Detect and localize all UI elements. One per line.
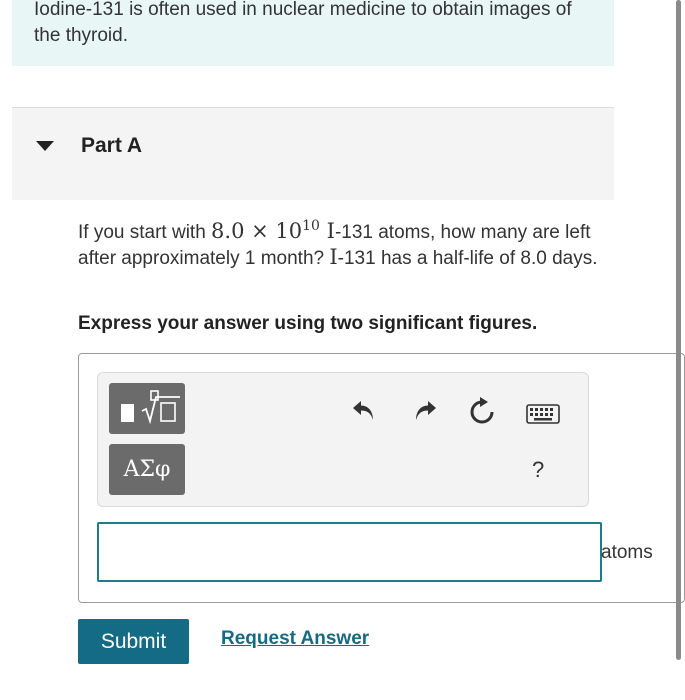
question-mid: -131 atoms, how many are left after approximately 1 month? <box>78 222 591 269</box>
math-toolbar <box>97 372 589 507</box>
submit-button[interactable]: Submit <box>78 619 189 664</box>
templates-button[interactable] <box>109 383 185 434</box>
redo-icon[interactable] <box>412 397 438 423</box>
math-exponent: 10 <box>302 218 320 234</box>
keyboard-icon[interactable] <box>526 404 560 424</box>
scrollbar[interactable] <box>676 0 681 660</box>
greek-symbols-button[interactable]: ΑΣφ <box>109 444 185 495</box>
part-title: Part A <box>81 134 143 157</box>
reset-icon[interactable] <box>468 396 496 426</box>
intro-text: Iodine-131 is often used in nuclear medicine to obtain images of the thyroid. <box>34 0 572 46</box>
unit-label: atoms <box>601 542 653 563</box>
undo-icon[interactable] <box>351 397 377 423</box>
caret-down-icon[interactable] <box>36 141 54 151</box>
question-pre: If you start with <box>78 222 212 243</box>
question-text <box>78 219 608 271</box>
intro-panel <box>12 0 614 66</box>
part-a-header[interactable] <box>12 108 614 200</box>
math-coefficient: 8.0 × 10 <box>211 219 303 243</box>
radical-icon <box>140 389 182 425</box>
templates-icon <box>121 404 134 422</box>
math-isotope: I <box>319 219 335 243</box>
question-post: -131 has a half-life of 8.0 days. <box>337 248 598 269</box>
request-answer-link[interactable]: Request Answer <box>221 628 370 649</box>
math-isotope: I <box>329 245 338 269</box>
instruction-text: Express your answer using two significant figures. <box>78 313 538 334</box>
answer-box <box>78 353 685 603</box>
help-button[interactable]: ? <box>532 457 545 482</box>
answer-input[interactable] <box>97 522 602 582</box>
